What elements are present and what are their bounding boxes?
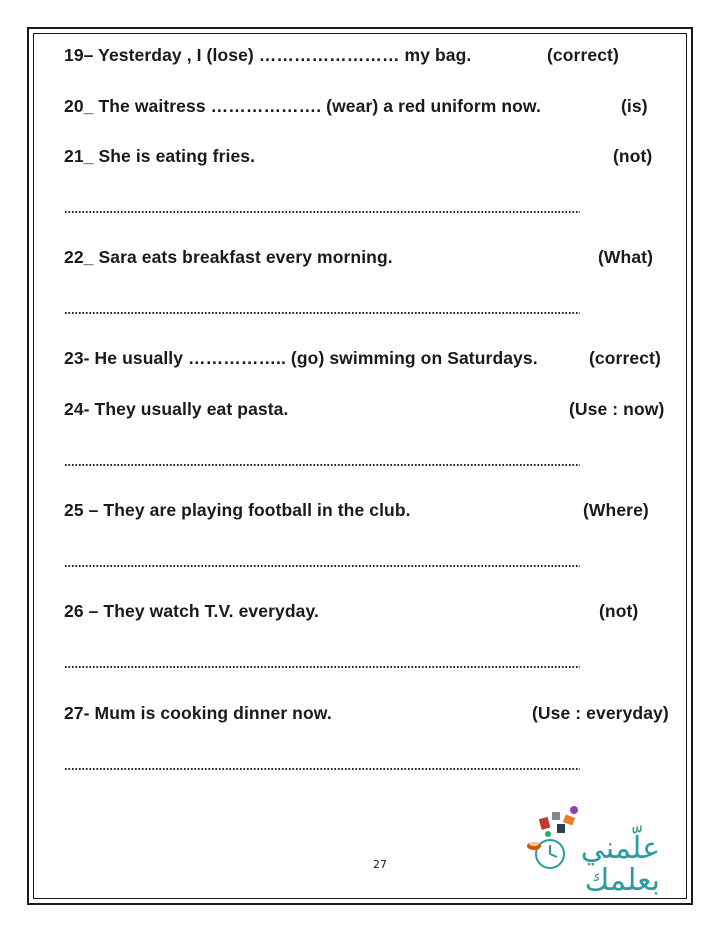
question-text: 21_ She is eating fries. [64, 146, 256, 166]
answer-line [64, 211, 580, 213]
sticker-icons [539, 806, 578, 837]
question-text: 23- He usually …………….. (go) swimming on Saturdays. [64, 348, 538, 368]
question-26 [64, 601, 680, 625]
question-text: 27- Mum is cooking dinner now. [64, 703, 332, 723]
question-text: 19– Yesterday , I (lose) …………………… my bag. [64, 45, 472, 65]
question-24 [64, 399, 680, 423]
question-text: 26 – They watch T.V. everyday. [64, 601, 319, 621]
question-23 [64, 348, 680, 372]
page-number: 27 [373, 858, 387, 871]
question-hint: (correct) [547, 45, 619, 65]
question-hint: (Use : now) [569, 399, 665, 419]
answer-line [64, 312, 580, 314]
question-27 [64, 703, 680, 727]
question-21 [64, 146, 680, 170]
question-text: 22_ Sara eats breakfast every morning. [64, 247, 393, 267]
clock-icon [527, 840, 564, 868]
answer-line [64, 666, 580, 668]
question-hint: (Where) [583, 500, 649, 520]
question-20 [64, 96, 680, 120]
question-hint: (What) [598, 247, 654, 267]
question-text: 25 – They are playing football in the club. [64, 500, 411, 520]
question-hint: (not) [599, 601, 639, 621]
logo-text-line-1: علّمني [580, 831, 660, 866]
question-19 [64, 45, 680, 69]
question-hint: (Use : everyday) [532, 703, 669, 723]
answer-line [64, 464, 580, 466]
question-text: 24- They usually eat pasta. [64, 399, 289, 419]
question-25 [64, 500, 680, 524]
question-hint: (not) [613, 146, 653, 166]
question-hint: (correct) [589, 348, 661, 368]
question-22 [64, 247, 680, 271]
answer-line [64, 565, 580, 567]
brand-logo [510, 800, 670, 900]
question-text: 20_ The waitress ………………. (wear) a red uniform now. [64, 96, 541, 116]
answer-line [64, 768, 580, 770]
logo-text-line-2: بعلمك [584, 863, 660, 898]
question-hint: (is) [621, 96, 648, 116]
